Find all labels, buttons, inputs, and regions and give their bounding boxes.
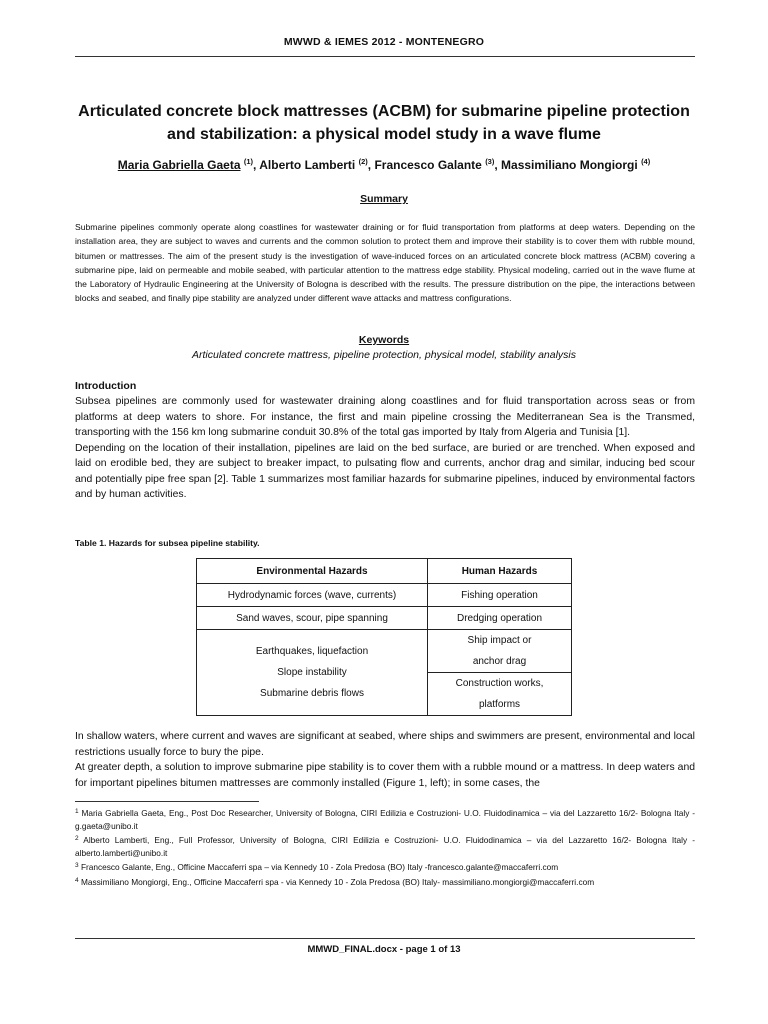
table-cell: Fishing operation xyxy=(428,584,572,607)
table-cell-line: Earthquakes, liquefaction xyxy=(255,646,369,657)
introduction-heading: Introduction xyxy=(75,380,137,392)
header-rule xyxy=(75,56,695,57)
footnote-text: Francesco Galante, Eng., Officine Maccaferri spa – via Kennedy 10 - Zola Predosa (BO) Italy -francesco.galante@maccaferri.com xyxy=(80,862,559,872)
author-name: Francesco Galante xyxy=(374,158,482,172)
author-affiliation-mark: (4) xyxy=(641,157,651,166)
introduction-body xyxy=(75,394,695,503)
author-affiliation-mark: (2) xyxy=(358,157,368,166)
table-caption: Table 1. Hazards for subsea pipeline stability. xyxy=(75,538,260,548)
running-footer: MMWD_FINAL.docx - page 1 of 13 xyxy=(307,944,461,955)
footnote-number: 2 xyxy=(75,835,79,842)
summary-heading: Summary xyxy=(360,193,408,205)
column-header-environmental: Environmental Hazards xyxy=(197,559,428,584)
table-cell-line: platforms xyxy=(478,699,521,710)
table-header-row xyxy=(197,559,572,584)
author-name: Alberto Lamberti xyxy=(259,158,356,172)
footnote-text: Massimiliano Mongiorgi, Eng., Officine Maccaferri spa - via Kennedy 10 - Zola Predosa (BO) Italy- massimiliano.mongiorgi@maccaferri.com xyxy=(80,876,595,887)
footer-rule xyxy=(75,938,695,939)
footnote-rule xyxy=(75,801,259,802)
paragraph: Subsea pipelines are commonly used for wastewater draining along coastlines and for fluid transportation across seas or from platforms at deep waters to shore. For instance, the first and main pipeline crossing the Mediterranean Sea is the Transmed, transporting with the 156 km long submarine conduit 30.8% of the total gas imported by Italy from Algeria and Tunisia [1]. xyxy=(75,396,695,438)
paper-title-line-1: Articulated concrete block mattresses (ACBM) for submarine pipeline protection xyxy=(78,103,690,120)
table-cell-line: Construction works, xyxy=(455,678,544,689)
table-cell xyxy=(428,630,572,673)
footnotes xyxy=(75,806,695,889)
footnote xyxy=(75,833,695,859)
paper-title xyxy=(60,100,708,146)
author-name: Maria Gabriella Gaeta xyxy=(117,158,241,172)
footnote xyxy=(75,806,695,832)
author-list: Maria Gabriella Gaeta $^{(1)}$, Alberto Lamberti $^{(2)}$, Francesco Galante $^{(3)}$, Massimiliano Mongiorgi $^{(4)}$ xyxy=(117,157,651,172)
footnote xyxy=(75,875,695,889)
summary-text: Submarine pipelines commonly operate along coastlines for wastewater draining or for fluid transportation from platforms at deep waters. Depending on the installation area, they are subject to waves and currents and the common solution to protect them and improve their stability is to cover them with rubble mound, bitumen or mattresses. The aim of the present study is the investigation of wave-induced forces on an articulated concrete block mattress (ACBM) covering a submarine pipe, laid on permeable and mobile seabed, with particular attention to the mattress edge stability. Physical modeling, carried out in the wave flume at the Laboratory of Hydraulic Engineering at the University of Bologna is described with the results. The pressure distribution on the pipe, the interactions between blocks and seabed, and finally pipe stability are analyzed under different wave attacks and mattress configurations. xyxy=(75,222,695,304)
footnote-text: Maria Gabriella Gaeta, Eng., Post Doc Researcher, University of Bologna, CIRI Edilizia e Costruzioni- U.O. Fluidodinamica – via del Lazzaretto 16/2- Bologna Italy -g.gaeta@unibo.it xyxy=(75,808,695,831)
table-cell: Hydrodynamic forces (wave, currents) xyxy=(197,584,428,607)
table-cell xyxy=(428,673,572,716)
author-affiliation-mark: (3) xyxy=(485,157,495,166)
paragraph: At greater depth, a solution to improve submarine pipe stability is to cover them with a rubble mound or a mattress. In deep waters and for important pipelines bitumen mattresses are commonly installed (Figure 1, left); in some cases, the xyxy=(75,762,695,789)
hazards-table xyxy=(196,558,572,716)
author-affiliation-mark: (1) xyxy=(243,157,254,166)
table-cell: Dredging operation xyxy=(428,607,572,630)
footnote-number: 1 xyxy=(75,808,79,815)
table-cell-line: Ship impact or xyxy=(467,635,532,646)
paper-title-line-2: and stabilization: a physical model study in a wave flume xyxy=(167,126,601,143)
author-name: Massimiliano Mongiorgi xyxy=(501,158,638,172)
table-row xyxy=(197,584,572,607)
column-header-human: Human Hazards xyxy=(428,559,572,584)
footnote-number: 4 xyxy=(75,876,79,884)
paragraph: In shallow waters, where current and waves are significant at seabed, where ships and swimmers are present, environmental and local restrictions usually force to bury the pipe. xyxy=(75,731,695,758)
footnote-number: 3 xyxy=(75,862,79,869)
table-cell-environmental-group xyxy=(197,630,428,716)
keywords-text: Articulated concrete mattress, pipeline protection, physical model, stability analysis xyxy=(191,349,576,361)
table-cell: Sand waves, scour, pipe spanning xyxy=(197,607,428,630)
table-row xyxy=(197,607,572,630)
table-cell-line: anchor drag xyxy=(472,656,527,667)
body-text-continued xyxy=(75,729,695,791)
table-cell-line: Submarine debris flows xyxy=(260,688,364,699)
keywords-heading: Keywords xyxy=(358,334,410,346)
running-header: MWWD & IEMES 2012 - MONTENEGRO xyxy=(283,36,485,48)
footnote xyxy=(75,860,695,874)
table-cell-line: Slope instability xyxy=(277,667,347,678)
paragraph: Depending on the location of their installation, pipelines are laid on the bed surface, are buried or are trenched. When exposed and laid on erodible bed, they are subject to breaker impact, to pulsating flow and currents, anchor drag and similar, inducing bed scour and potentially pipe free span [2]. Table 1 summarizes most familiar hazards for submarine pipelines, induced by environmental factors and by human activities. xyxy=(75,442,695,500)
table-row xyxy=(197,630,572,673)
footnote-text: Alberto Lamberti, Eng., Full Professor, University of Bologna, CIRI Edilizia e Costruzioni- U.O. Fluidodinamica – via del Lazzaretto 16/2- Bologna Italy - alberto.lamberti@unibo.it xyxy=(75,835,695,858)
